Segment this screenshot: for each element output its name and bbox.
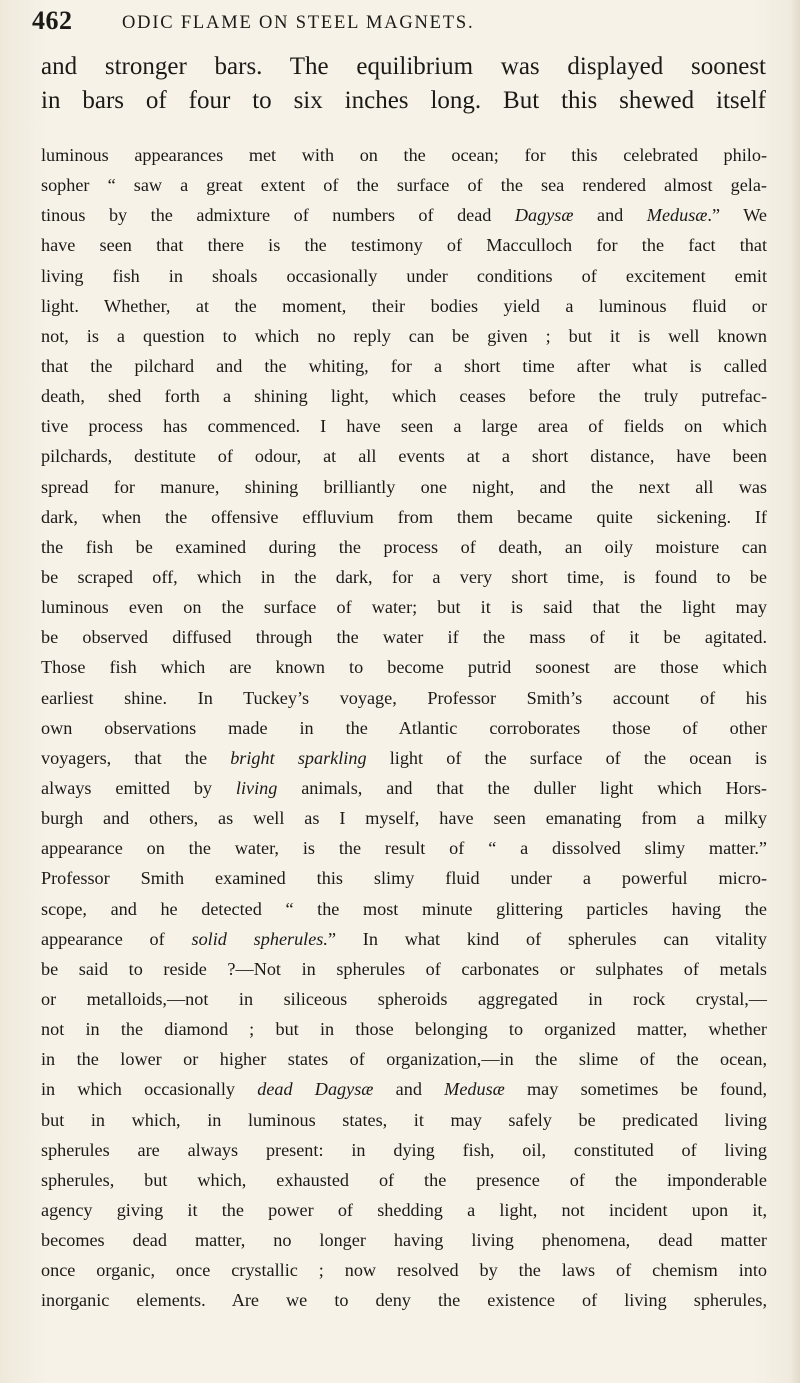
body-line: voyagers, that the bright sparkling light of the surface of the ocean is xyxy=(41,747,767,768)
body-line: tinous by the admixture of numbers of dead Dagysæ and Medusæ.” We xyxy=(41,205,767,226)
body-line: tive process has commenced. I have seen a large area of fields on which xyxy=(41,416,767,437)
body-paragraph xyxy=(41,140,767,1315)
body-line: not in the diamond ; but in those belonging to organized matter, whether xyxy=(41,1019,767,1040)
body-line: dark, when the offensive effluvium from them became quite sickening. If xyxy=(41,506,767,527)
body-line: scope, and he detected “ the most minute glittering particles having the xyxy=(41,898,767,919)
body-line: luminous even on the surface of water; but it is said that the light may xyxy=(41,597,767,618)
body-line: that the pilchard and the whiting, for a short time after what is called xyxy=(41,355,767,376)
body-line: Those fish which are known to become putrid soonest are those which xyxy=(41,657,767,678)
body-line: inorganic elements. Are we to deny the existence of living spherules, xyxy=(41,1290,767,1311)
body-line: living fish in shoals occasionally under conditions of excitement emit xyxy=(41,265,767,286)
body-line: appearance on the water, is the result of “ a dissolved slimy matter.” xyxy=(41,838,767,859)
body-line: in the lower or higher states of organization,—in the slime of the ocean, xyxy=(41,1049,767,1070)
body-line: be scraped off, which in the dark, for a very short time, is found to be xyxy=(41,566,767,587)
body-line: appearance of solid spherules.” In what kind of spherules can vitality xyxy=(41,928,767,949)
running-head: ODIC FLAME ON STEEL MAGNETS. xyxy=(122,13,475,33)
body-line: sopher “ saw a great extent of the surface of the sea rendered almost gela- xyxy=(41,175,767,196)
body-line: but in which, in luminous states, it may safely be predicated living xyxy=(41,1109,767,1130)
body-line: death, shed forth a shining light, which ceases before the truly putrefac- xyxy=(41,386,767,407)
body-line: own observations made in the Atlantic corroborates those of other xyxy=(41,717,767,738)
body-line: once organic, once crystallic ; now resolved by the laws of chemism into xyxy=(41,1260,767,1281)
body-line: or metalloids,—not in siliceous spheroids aggregated in rock crystal,— xyxy=(41,988,767,1009)
body-line: spread for manure, shining brilliantly one night, and the next all was xyxy=(41,476,767,497)
body-line: earliest shine. In Tuckey’s voyage, Professor Smith’s account of his xyxy=(41,687,767,708)
lead-line: in bars of four to six inches long. But this shewed itself xyxy=(41,87,766,114)
body-line: pilchards, destitute of odour, at all events at a short distance, have been xyxy=(41,446,767,467)
body-line: Professor Smith examined this slimy fluid under a powerful micro- xyxy=(41,868,767,889)
body-line: the fish be examined during the process of death, an oily moisture can xyxy=(41,536,767,557)
body-line: be observed diffused through the water if the mass of it be agitated. xyxy=(41,627,767,648)
large-type-lead-paragraph xyxy=(41,50,766,118)
page-number: 462 xyxy=(32,6,73,35)
body-line: not, is a question to which no reply can be given ; but it is well known xyxy=(41,325,767,346)
body-line: agency giving it the power of shedding a light, not incident upon it, xyxy=(41,1199,767,1220)
body-line: spherules are always present: in dying fish, oil, constituted of living xyxy=(41,1139,767,1160)
page-header xyxy=(32,6,762,42)
page-edge-shadow xyxy=(790,0,800,1383)
body-line: always emitted by living animals, and that the duller light which Hors- xyxy=(41,777,767,798)
body-line: becomes dead matter, no longer having living phenomena, dead matter xyxy=(41,1230,767,1251)
body-line: light. Whether, at the moment, their bodies yield a luminous fluid or xyxy=(41,295,767,316)
body-line: be said to reside ?—Not in spherules of carbonates or sulphates of metals xyxy=(41,958,767,979)
body-line: have seen that there is the testimony of Macculloch for the fact that xyxy=(41,235,767,256)
body-line: in which occasionally dead Dagysæ and Medusæ may sometimes be found, xyxy=(41,1079,767,1100)
body-line: spherules, but which, exhausted of the presence of the imponderable xyxy=(41,1169,767,1190)
body-line: burgh and others, as well as I myself, have seen emanating from a milky xyxy=(41,808,767,829)
body-line: luminous appearances met with on the ocean; for this celebrated philo- xyxy=(41,145,767,165)
lead-line: and stronger bars. The equilibrium was displayed soonest xyxy=(41,53,766,80)
